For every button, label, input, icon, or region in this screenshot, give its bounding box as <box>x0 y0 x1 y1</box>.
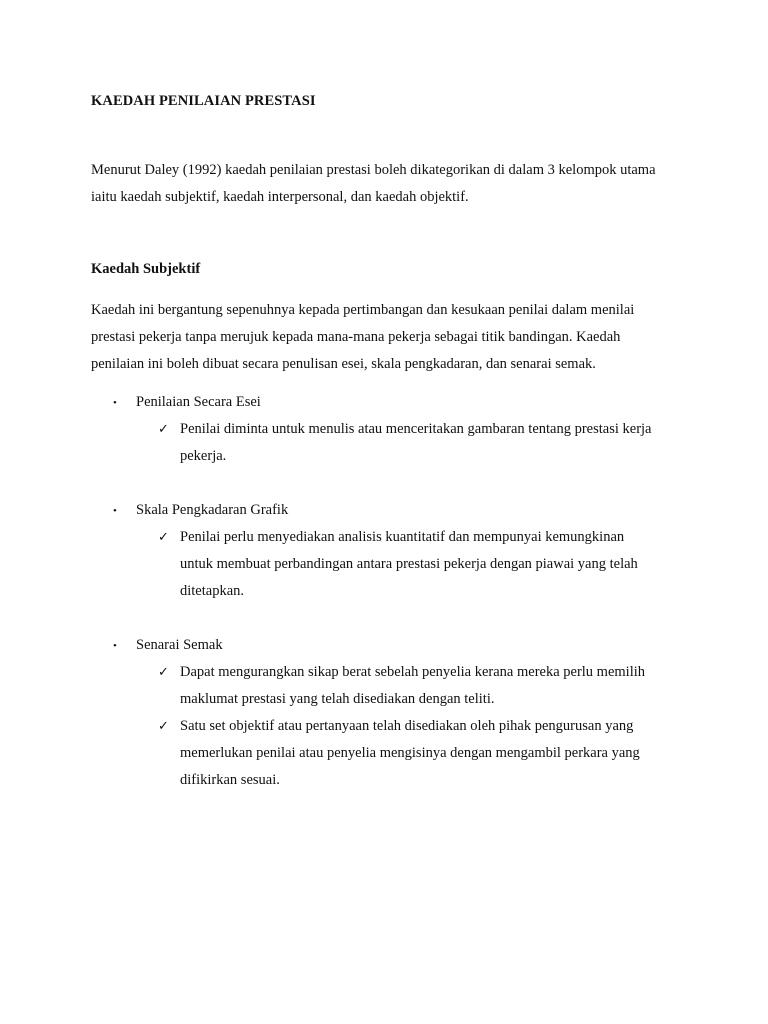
section-line: penilaian ini boleh dibuat secara penulisan esei, skala pengkadaran, dan senarai semak. <box>91 356 596 372</box>
intro-paragraph <box>91 157 691 211</box>
bullet-label: Penilaian Secara Esei <box>136 394 261 410</box>
bullet-item <box>113 394 261 411</box>
section-line: prestasi pekerja tanpa merujuk kepada mana-mana pekerja sebagai titik bandingan. Kaedah <box>91 329 621 345</box>
checkmark-icon: ✓ <box>158 719 169 734</box>
check-item <box>158 659 645 713</box>
section-line: Kaedah ini bergantung sepenuhnya kepada pertimbangan dan kesukaan penilai dalam menilai <box>91 302 635 318</box>
checkmark-icon: ✓ <box>158 665 169 680</box>
check-line: memerlukan penilai atau penyelia mengisinya dengan mengambil perkara yang <box>180 745 640 761</box>
document-title: KAEDAH PENILAIAN PRESTASI <box>91 93 316 109</box>
bullet-icon: • <box>113 505 117 517</box>
bullet-label: Skala Pengkadaran Grafik <box>136 502 289 518</box>
check-item <box>158 416 652 470</box>
check-item <box>158 524 638 605</box>
check-line: pekerja. <box>180 448 227 464</box>
check-line: maklumat prestasi yang telah disediakan dengan teliti. <box>180 691 495 707</box>
bullet-item <box>113 502 288 519</box>
check-line: difikirkan sesuai. <box>180 772 280 788</box>
check-line: Satu set objektif atau pertanyaan telah disediakan oleh pihak pengurusan yang <box>180 718 634 734</box>
check-line: untuk membuat perbandingan antara prestasi pekerja dengan piawai yang telah <box>180 556 638 572</box>
checkmark-icon: ✓ <box>158 422 169 437</box>
bullet-icon: • <box>113 397 117 409</box>
section-paragraph <box>91 297 691 378</box>
check-line: ditetapkan. <box>180 583 245 599</box>
check-line: Penilai perlu menyediakan analisis kuantitatif dan mempunyai kemungkinan <box>180 529 625 545</box>
check-item <box>158 713 640 794</box>
bullet-icon: • <box>113 640 117 652</box>
intro-line: Menurut Daley (1992) kaedah penilaian prestasi boleh dikategorikan di dalam 3 kelompok utama <box>91 162 656 178</box>
bullet-item <box>113 637 223 654</box>
check-line: Dapat mengurangkan sikap berat sebelah penyelia kerana mereka perlu memilih <box>180 664 646 680</box>
section-heading: Kaedah Subjektif <box>91 261 201 277</box>
check-line: Penilai diminta untuk menulis atau menceritakan gambaran tentang prestasi kerja <box>180 421 652 437</box>
checkmark-icon: ✓ <box>158 530 169 545</box>
bullet-label: Senarai Semak <box>136 637 223 653</box>
intro-line: iaitu kaedah subjektif, kaedah interpersonal, dan kaedah objektif. <box>91 189 469 205</box>
